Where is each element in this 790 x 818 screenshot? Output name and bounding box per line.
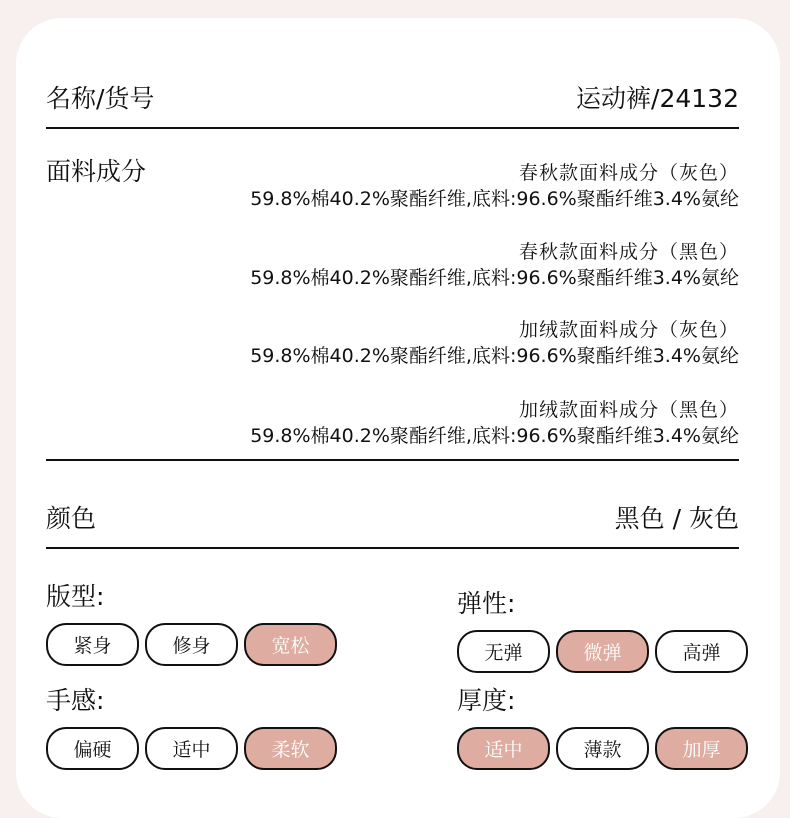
fit-option-tight[interactable]: 紧身: [46, 623, 139, 666]
thickness-option-thick[interactable]: 加厚: [655, 727, 748, 770]
fabric-entry: [250, 239, 739, 291]
thickness-title: 厚度:: [457, 686, 516, 715]
feel-option-medium[interactable]: 适中: [145, 727, 238, 770]
fit-title: 版型:: [46, 582, 105, 611]
feel-group: [46, 688, 337, 770]
divider: [46, 547, 739, 549]
color-value: 黑色 / 灰色: [614, 504, 739, 533]
divider: [46, 459, 739, 461]
fabric-entry: [250, 397, 739, 449]
fabric-entry: [250, 317, 739, 369]
elasticity-title: 弹性:: [457, 589, 516, 618]
elasticity-group: [457, 591, 748, 673]
divider: [46, 127, 739, 129]
elasticity-option-slight[interactable]: 微弹: [556, 630, 649, 673]
name-sku-label: 名称/货号: [46, 84, 155, 113]
fabric-label: 面料成分: [46, 157, 147, 186]
feel-option-firm[interactable]: 偏硬: [46, 727, 139, 770]
fit-option-loose[interactable]: 宽松: [244, 623, 337, 666]
fabric-entry-content: 59.8%棉40.2%聚酯纤维,底料:96.6%聚酯纤维3.4%氨纶: [250, 267, 739, 289]
fit-option-slim[interactable]: 修身: [145, 623, 238, 666]
fabric-entry-title: 加绒款面料成分（黑色）: [518, 399, 739, 421]
fabric-entry: [250, 160, 739, 212]
fabric-entry-title: 加绒款面料成分（灰色）: [518, 319, 739, 341]
fabric-entry-title: 春秋款面料成分（黑色）: [518, 241, 739, 263]
name-sku-value: 运动裤/24132: [576, 84, 739, 113]
feel-option-soft[interactable]: 柔软: [244, 727, 337, 770]
fit-group: [46, 584, 337, 666]
thickness-group: [457, 688, 748, 770]
elasticity-option-high[interactable]: 高弹: [655, 630, 748, 673]
fabric-entry-title: 春秋款面料成分（灰色）: [518, 162, 739, 184]
fabric-entry-content: 59.8%棉40.2%聚酯纤维,底料:96.6%聚酯纤维3.4%氨纶: [250, 425, 739, 447]
elasticity-option-none[interactable]: 无弹: [457, 630, 550, 673]
color-row: [46, 506, 739, 536]
name-sku-row: [46, 86, 739, 116]
fabric-entry-content: 59.8%棉40.2%聚酯纤维,底料:96.6%聚酯纤维3.4%氨纶: [250, 188, 739, 210]
feel-title: 手感:: [46, 686, 105, 715]
fabric-entry-content: 59.8%棉40.2%聚酯纤维,底料:96.6%聚酯纤维3.4%氨纶: [250, 345, 739, 367]
thickness-option-thin[interactable]: 薄款: [556, 727, 649, 770]
thickness-option-medium[interactable]: 适中: [457, 727, 550, 770]
color-label: 颜色: [46, 504, 97, 533]
